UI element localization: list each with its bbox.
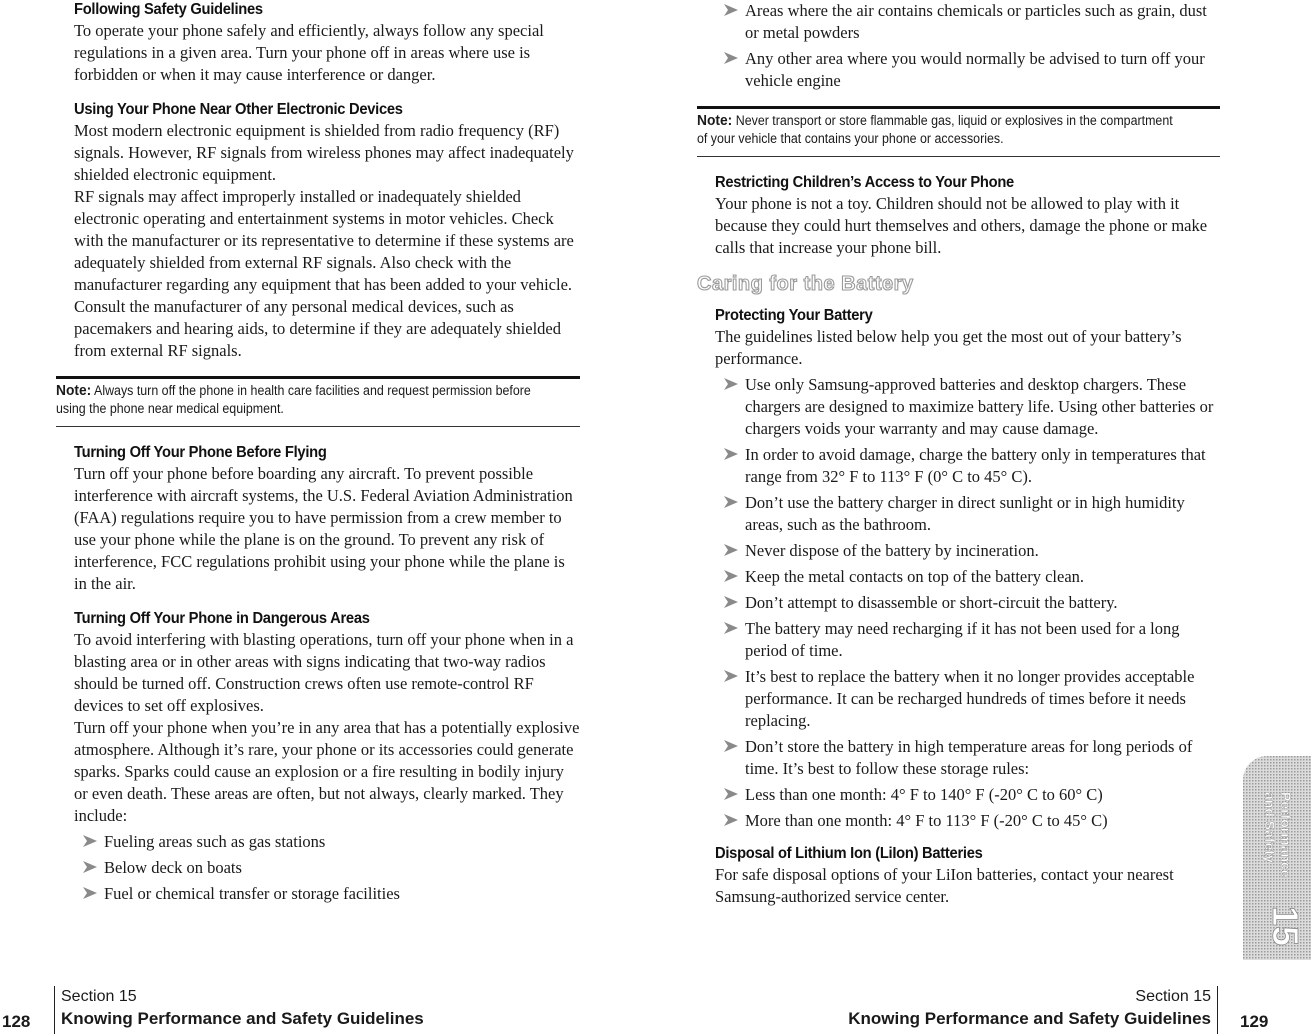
- protecting-battery-section: [715, 306, 1220, 832]
- tab-number: 15: [1265, 906, 1306, 947]
- children-section: [715, 173, 1220, 259]
- list-item: Fueling areas such as gas stations: [74, 831, 580, 853]
- paragraph: RF signals may affect improperly installed or inadequately shielded electronic operating and entertainment systems in motor vehicles. Check with the manufacturer or its representative to determine if these systems are adequately shielded from external RF signals. Also check with the manufacturer regarding any equipment that has been added to your vehicle.: [74, 187, 574, 294]
- list-item: Don’t attempt to disassemble or short-circuit the battery.: [715, 592, 1220, 614]
- paragraph: The guidelines listed below help you get the most out of your battery’s performance.: [715, 327, 1182, 368]
- right-page-number: 129: [1240, 1012, 1269, 1031]
- electronic-devices-section: [74, 100, 580, 362]
- dangerous-areas-section: [74, 609, 580, 905]
- safety-guidelines-section: [74, 0, 580, 86]
- bullet-arrow-icon: [723, 595, 739, 609]
- bullet-arrow-icon: [723, 495, 739, 509]
- tab-label-line1: Performance: [1278, 792, 1294, 878]
- section-heading: Turning Off Your Phone in Dangerous Areas: [74, 610, 370, 627]
- section-heading: Restricting Children’s Access to Your Phone: [715, 174, 1014, 191]
- bullet-list: [715, 0, 1220, 92]
- footer-chapter-title: Knowing Performance and Safety Guidelines: [848, 1009, 1211, 1028]
- list-item: Any other area where you would normally be advised to turn off your vehicle engine: [715, 48, 1220, 92]
- list-item: In order to avoid damage, charge the battery only in temperatures that range from 32° F to 113° F (0° C to 45° C).: [715, 444, 1220, 488]
- bullet-arrow-icon: [723, 569, 739, 583]
- bullet-arrow-icon: [723, 787, 739, 801]
- footer-section-label: Section 15: [1135, 988, 1211, 1005]
- left-page-number: 128: [2, 1012, 31, 1031]
- bullet-arrow-icon: [723, 3, 739, 17]
- paragraph: Most modern electronic equipment is shielded from radio frequency (RF) signals. However, RF signals from wireless phones may affect inadequately shielded electronic equipment.: [74, 121, 574, 184]
- paragraph: Your phone is not a toy. Children should not be allowed to play with it because they could hurt themselves and others, damage the phone or make calls that increase your phone bill.: [715, 194, 1208, 257]
- bullet-arrow-icon: [82, 834, 98, 848]
- paragraph: For safe disposal options of your LiIon batteries, contact your nearest Samsung-authorized service center.: [715, 865, 1174, 906]
- note-text: Always turn off the phone in health care facilities and request permission before using the phone near medical equipment.: [56, 383, 531, 416]
- list-item: Keep the metal contacts on top of the battery clean.: [715, 566, 1220, 588]
- flying-section: [74, 443, 580, 595]
- paragraph: Consult the manufacturer of any personal medical devices, such as pacemakers and hearing aids, to determine if they are adequately shielded from external RF signals.: [74, 297, 561, 360]
- bullet-list: [74, 831, 580, 905]
- list-item: Fuel or chemical transfer or storage facilities: [74, 883, 580, 905]
- bullet-arrow-icon: [82, 860, 98, 874]
- paragraph: Turn off your phone when you’re in any area that has a potentially explosive atmosphere. Although it’s rare, your phone or its accessories could generate sparks. Sparks could cause an explosion or a fire resulting in bodily injury or even death. These areas are often, but not always, clearly marked. They include:: [74, 718, 580, 825]
- battery-section-title: Caring for the Battery: [697, 273, 914, 295]
- right-footer: [848, 986, 1218, 1034]
- section-heading: Disposal of Lithium Ion (LiIon) Batteries: [715, 845, 983, 862]
- bullet-arrow-icon: [723, 447, 739, 461]
- list-item: More than one month: 4° F to 113° F (-20° C to 45° C): [715, 810, 1220, 832]
- bullet-arrow-icon: [723, 377, 739, 391]
- note-box: [697, 106, 1220, 157]
- bullet-arrow-icon: [723, 813, 739, 827]
- left-page: [56, 0, 580, 909]
- disposal-section: [715, 844, 1220, 908]
- right-page: [697, 0, 1220, 908]
- list-item: Don’t use the battery charger in direct sunlight or in high humidity areas, such as the bathroom.: [715, 492, 1220, 536]
- note-label: Note:: [697, 112, 733, 129]
- areas-continued: [715, 0, 1220, 92]
- bullet-arrow-icon: [82, 886, 98, 900]
- list-item: Less than one month: 4° F to 140° F (-20° C to 60° C): [715, 784, 1220, 806]
- note-text: Never transport or store flammable gas, liquid or explosives in the compartment of your vehicle that contains your phone or accessories.: [697, 113, 1173, 146]
- list-item: Don’t store the battery in high temperature areas for long periods of time. It’s best to follow these storage rules:: [715, 736, 1220, 780]
- bullet-arrow-icon: [723, 51, 739, 65]
- left-footer: [54, 986, 424, 1034]
- section-heading: Turning Off Your Phone Before Flying: [74, 444, 327, 461]
- list-item: Never dispose of the battery by incineration.: [715, 540, 1220, 562]
- section-heading: Using Your Phone Near Other Electronic Devices: [74, 101, 403, 118]
- footer-section-label: Section 15: [61, 988, 137, 1005]
- section-heading: Protecting Your Battery: [715, 307, 873, 324]
- paragraph: Turn off your phone before boarding any aircraft. To prevent possible interference with aircraft systems, the U.S. Federal Aviation Administration (FAA) regulations require you to have permission from a crew member to use your phone while the plane is on the ground. To prevent any risk of interference, FCC regulations prohibit using your phone while the plane is in the air.: [74, 464, 573, 593]
- list-item: The battery may need recharging if it has not been used for a long period of time.: [715, 618, 1220, 662]
- list-item: Below deck on boats: [74, 857, 580, 879]
- section-tab: [1243, 756, 1311, 960]
- note-label: Note:: [56, 382, 92, 399]
- bullet-list: [715, 374, 1220, 832]
- bullet-arrow-icon: [723, 543, 739, 557]
- list-item: It’s best to replace the battery when it no longer provides acceptable performance. It can be recharged hundreds of times before it needs replacing.: [715, 666, 1220, 732]
- note-box: [56, 376, 580, 427]
- bullet-arrow-icon: [723, 739, 739, 753]
- section-heading: Following Safety Guidelines: [74, 1, 263, 18]
- list-item: Areas where the air contains chemicals or particles such as grain, dust or metal powders: [715, 0, 1220, 44]
- bullet-arrow-icon: [723, 621, 739, 635]
- footer-chapter-title: Knowing Performance and Safety Guidelines: [61, 1009, 424, 1028]
- paragraph: To operate your phone safely and efficiently, always follow any special regulations in a given area. Turn your phone off in areas where use is forbidden or when it may cause interference or danger.: [74, 21, 544, 84]
- tab-label-line2: and Safety: [1262, 792, 1278, 863]
- bullet-arrow-icon: [723, 669, 739, 683]
- list-item: Use only Samsung-approved batteries and desktop chargers. These chargers are designed to maximize battery life. Using other batteries or chargers voids your warranty and may cause damage.: [715, 374, 1220, 440]
- paragraph: To avoid interfering with blasting operations, turn off your phone when in a blasting area or in other areas with signs indicating that two-way radios should be turned off. Construction crews often use remote-control RF devices to set off explosives.: [74, 630, 574, 715]
